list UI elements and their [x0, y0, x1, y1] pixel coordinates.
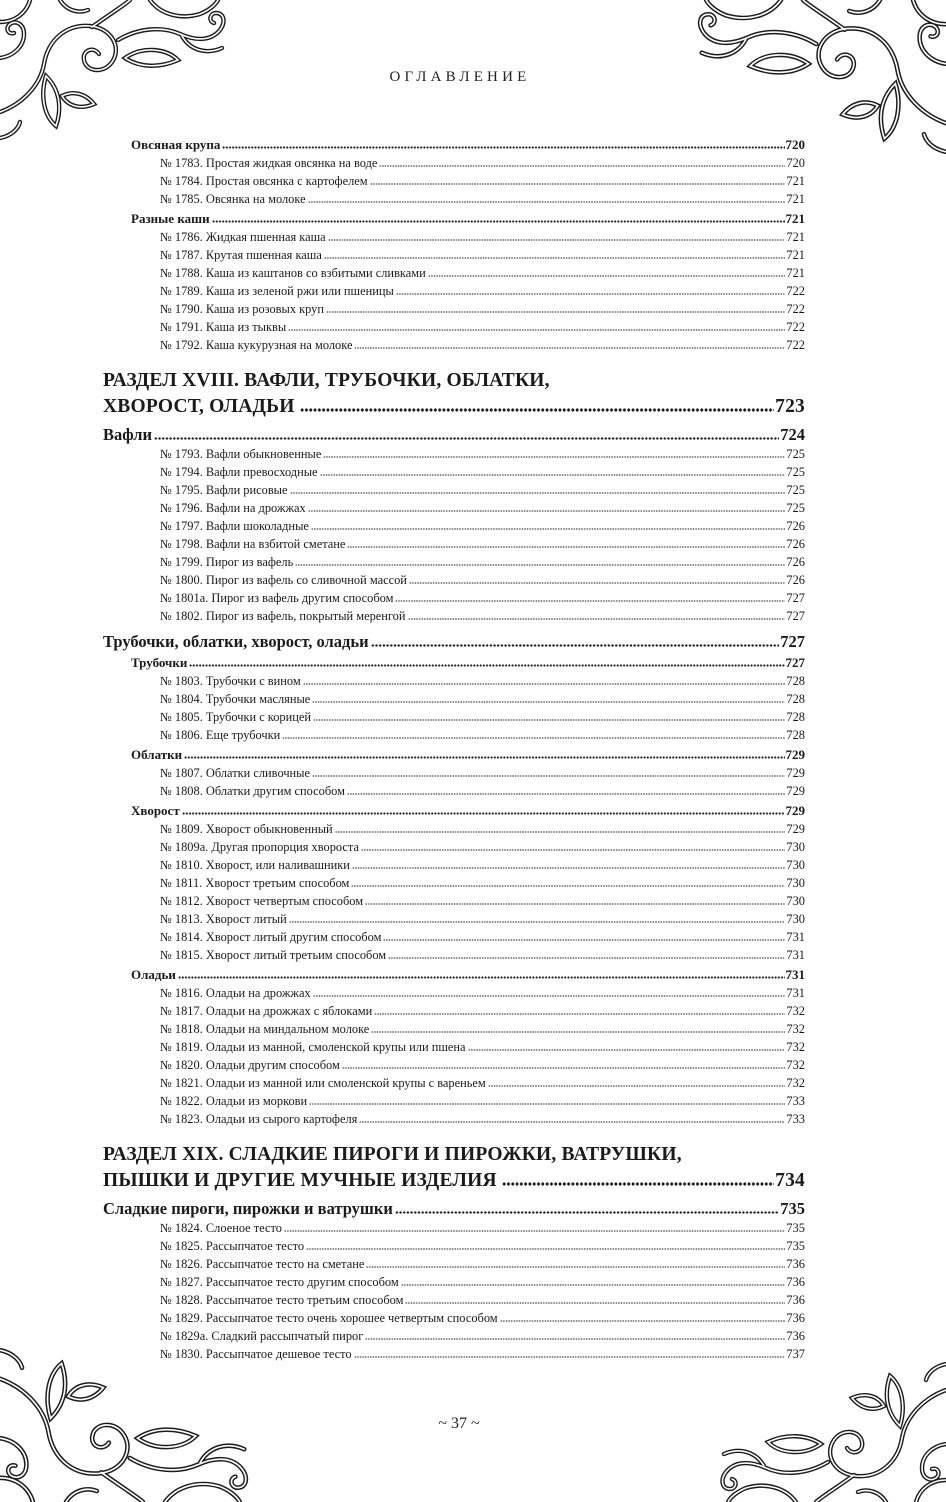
dot-leader: [388, 957, 785, 959]
entry-title: № 1820. Оладьи другим способом: [160, 1058, 340, 1072]
section-page-number: 723: [775, 396, 805, 417]
toc-recipe: [103, 1074, 805, 1092]
section-title-line: [103, 368, 805, 394]
toc-recipe: [103, 499, 805, 517]
section-title-line: [103, 1142, 805, 1168]
entry-title: № 1807. Облатки сливочные: [160, 766, 311, 780]
entry-title: № 1785. Овсянка на молоке: [160, 192, 306, 206]
dot-leader: [312, 775, 785, 777]
dot-leader: [311, 528, 786, 530]
entry-page-number: 728: [786, 674, 805, 688]
dot-leader: [289, 921, 786, 923]
entry-title: № 1792. Каша кукурузная на молоке: [160, 338, 353, 352]
entry-title: № 1805. Трубочки с корицей: [160, 710, 311, 724]
entry-title: № 1804. Трубочки масляные: [160, 692, 311, 706]
dot-leader: [295, 564, 785, 566]
section-title-text: ХВОРОСТ, ОЛАДЬИ: [103, 396, 295, 417]
dot-leader: [347, 546, 785, 548]
entry-page-number: 736: [786, 1257, 805, 1271]
entry-title: № 1828. Рассыпчатое тесто третьим способом: [160, 1293, 404, 1307]
entry-title: № 1819. Оладьи из манной, смоленской крупы или пшена: [160, 1040, 466, 1054]
entry-page-number: 732: [786, 1040, 805, 1054]
toc-recipe: [103, 282, 805, 300]
dot-leader: [300, 408, 775, 412]
toc-group: [103, 210, 805, 228]
entry-page-number: 736: [786, 1329, 805, 1343]
dot-leader: [366, 1266, 785, 1268]
entry-page-number: 725: [786, 447, 805, 461]
entry-title: Сладкие пироги, пирожки и ватрушки: [103, 1199, 393, 1218]
entry-page-number: 732: [786, 1058, 805, 1072]
entry-page-number: 726: [786, 555, 805, 569]
page-number: ~ 37 ~: [438, 1415, 480, 1432]
entry-title: № 1795. Вафли рисовые: [160, 483, 288, 497]
entry-title: № 1787. Крутая пшенная каша: [160, 248, 322, 262]
dot-leader: [396, 293, 786, 295]
toc-recipe: [103, 300, 805, 318]
toc-recipe: [103, 1002, 805, 1020]
dot-leader: [342, 1067, 786, 1069]
toc-recipe: [103, 1038, 805, 1056]
entry-title: № 1822. Оладьи из моркови: [160, 1094, 308, 1108]
entry-title: № 1802. Пирог из вафель, покрытый меренгой: [160, 609, 406, 623]
entry-page-number: 722: [786, 338, 805, 352]
dot-leader: [395, 600, 785, 602]
dot-leader: [409, 582, 785, 584]
toc-recipe: [103, 1110, 805, 1128]
section-title-line: [103, 1168, 805, 1194]
entry-page-number: 735: [780, 1199, 805, 1218]
toc-chapter: [103, 1199, 805, 1219]
toc-recipe: [103, 517, 805, 535]
dot-leader: [374, 1013, 785, 1015]
entry-page-number: 735: [786, 1221, 805, 1235]
toc-recipe: [103, 1219, 805, 1237]
section-title-text: ПЫШКИ И ДРУГИЕ МУЧНЫЕ ИЗДЕЛИЯ: [103, 1170, 497, 1191]
entry-title: № 1790. Каша из розовых круп: [160, 302, 325, 316]
toc-recipe: [103, 246, 805, 264]
entry-title: № 1783. Простая жидкая овсянка на воде: [160, 156, 378, 170]
entry-page-number: 731: [786, 948, 805, 962]
dot-leader: [324, 257, 786, 259]
entry-title: № 1806. Еще трубочки: [160, 728, 281, 742]
entry-page-number: 721: [786, 230, 805, 244]
entry-page-number: 727: [780, 632, 805, 651]
dot-leader: [361, 849, 785, 851]
toc-group: [103, 654, 805, 672]
dot-leader: [401, 1284, 786, 1286]
entry-page-number: 722: [786, 284, 805, 298]
dot-leader: [308, 510, 786, 512]
dot-leader: [320, 474, 786, 476]
toc-recipe: [103, 318, 805, 336]
toc-recipe: [103, 336, 805, 354]
toc-recipe: [103, 708, 805, 726]
dot-leader: [383, 939, 785, 941]
entry-title: № 1826. Рассыпчатое тесто на сметане: [160, 1257, 365, 1271]
dot-leader: [328, 239, 786, 241]
entry-page-number: 729: [786, 822, 805, 836]
entry-page-number: 727: [785, 655, 805, 670]
section-title-text: РАЗДЕЛ XVIII. ВАФЛИ, ТРУБОЧКИ, ОБЛАТКИ,: [103, 370, 550, 391]
dot-leader: [290, 492, 786, 494]
entry-page-number: 725: [786, 465, 805, 479]
dot-leader: [154, 437, 779, 440]
dot-leader: [313, 995, 786, 997]
entry-page-number: 728: [786, 728, 805, 742]
entry-title: Облатки: [131, 747, 183, 762]
toc-group: [103, 802, 805, 820]
entry-page-number: 720: [786, 156, 805, 170]
toc-recipe: [103, 535, 805, 553]
entry-title: № 1812. Хворост четвертым способом: [160, 894, 364, 908]
dot-leader: [352, 867, 785, 869]
entry-page-number: 721: [786, 248, 805, 262]
entry-title: № 1825. Рассыпчатое тесто: [160, 1239, 305, 1253]
dot-leader: [428, 275, 786, 277]
entry-title: Оладьи: [131, 967, 176, 982]
toc-chapter: [103, 425, 805, 445]
dot-leader: [335, 831, 786, 833]
dot-leader: [306, 1248, 785, 1250]
entry-page-number: 730: [786, 840, 805, 854]
entry-title: № 1808. Облатки другим способом: [160, 784, 345, 798]
toc-recipe: [103, 928, 805, 946]
entry-title: Трубочки, облатки, хворост, оладьи: [103, 632, 369, 651]
entry-page-number: 731: [786, 930, 805, 944]
dot-leader: [178, 976, 785, 979]
entry-title: Трубочки: [131, 655, 188, 670]
entry-page-number: 725: [786, 501, 805, 515]
toc-recipe: [103, 172, 805, 190]
toc-recipe: [103, 1291, 805, 1309]
toc-group: [103, 136, 805, 154]
entry-title: № 1801а. Пирог из вафель другим способом: [160, 591, 394, 605]
entry-title: № 1809а. Другая пропорция хвороста: [160, 840, 359, 854]
toc-recipe: [103, 690, 805, 708]
toc-recipe: [103, 782, 805, 800]
entry-title: Вафли: [103, 425, 153, 444]
entry-title: № 1796. Вафли на дрожжах: [160, 501, 306, 515]
entry-page-number: 731: [785, 967, 805, 982]
dot-leader: [282, 737, 785, 739]
entry-page-number: 733: [786, 1094, 805, 1108]
toc-recipe: [103, 1345, 805, 1363]
dot-leader: [347, 793, 785, 795]
entry-page-number: 721: [786, 174, 805, 188]
entry-title: № 1811. Хворост третьим способом: [160, 876, 350, 890]
entry-title: № 1829а. Сладкий рассыпчатый пирог: [160, 1329, 364, 1343]
entry-title: № 1794. Вафли превосходные: [160, 465, 318, 479]
section-page-number: 734: [775, 1170, 805, 1191]
entry-page-number: 729: [786, 766, 805, 780]
toc-recipe: [103, 1056, 805, 1074]
entry-title: № 1793. Вафли обыкновенные: [160, 447, 322, 461]
entry-title: № 1798. Вафли на взбитой сметане: [160, 537, 346, 551]
entry-title: № 1786. Жидкая пшенная каша: [160, 230, 326, 244]
dot-leader: [408, 618, 786, 620]
dot-leader: [371, 644, 780, 647]
entry-page-number: 728: [786, 710, 805, 724]
entry-title: № 1815. Хворост литый третьим способом: [160, 948, 387, 962]
entry-page-number: 732: [786, 1004, 805, 1018]
entry-page-number: 730: [786, 858, 805, 872]
dot-leader: [365, 903, 785, 905]
dot-leader: [405, 1302, 785, 1304]
entry-page-number: 733: [786, 1112, 805, 1126]
table-of-contents: [103, 136, 805, 1363]
toc-recipe: [103, 154, 805, 172]
entry-page-number: 736: [786, 1311, 805, 1325]
entry-title: № 1784. Простая овсянка с картофелем: [160, 174, 368, 188]
entry-title: № 1827. Рассыпчатое тесто другим способом: [160, 1275, 399, 1289]
entry-title: № 1799. Пирог из вафель: [160, 555, 294, 569]
dot-leader: [308, 201, 786, 203]
section-title-text: РАЗДЕЛ XIX. СЛАДКИЕ ПИРОГИ И ПИРОЖКИ, ВАТРУШКИ,: [103, 1144, 682, 1165]
entry-title: № 1830. Рассыпчатое дешевое тесто: [160, 1347, 352, 1361]
entry-page-number: 727: [786, 591, 805, 605]
toc-recipe: [103, 892, 805, 910]
entry-page-number: 730: [786, 894, 805, 908]
entry-page-number: 726: [786, 537, 805, 551]
dot-leader: [365, 1338, 785, 1340]
section-title-line: [103, 394, 805, 420]
toc-recipe: [103, 838, 805, 856]
toc-group: [103, 966, 805, 984]
running-header: ОГЛАВЛЕНИЕ: [389, 69, 531, 85]
entry-title: № 1788. Каша из каштанов со взбитыми сливками: [160, 266, 426, 280]
entry-page-number: 720: [785, 137, 805, 152]
entry-page-number: 721: [786, 192, 805, 206]
entry-page-number: 726: [786, 519, 805, 533]
dot-leader: [468, 1049, 786, 1051]
entry-page-number: 721: [786, 266, 805, 280]
dot-leader: [370, 183, 786, 185]
dot-leader: [488, 1085, 786, 1087]
entry-title: Хворост: [131, 803, 180, 818]
toc-recipe: [103, 190, 805, 208]
entry-title: № 1824. Слоеное тесто: [160, 1221, 282, 1235]
dot-leader: [312, 701, 785, 703]
toc-recipe: [103, 463, 805, 481]
entry-page-number: 722: [786, 302, 805, 316]
dot-leader: [189, 664, 784, 667]
entry-page-number: 725: [786, 483, 805, 497]
dot-leader: [212, 220, 785, 223]
entry-page-number: 722: [786, 320, 805, 334]
toc-group: [103, 746, 805, 764]
dot-leader: [184, 756, 784, 759]
dot-leader: [354, 1356, 786, 1358]
dot-leader: [395, 1211, 779, 1214]
toc-recipe: [103, 672, 805, 690]
entry-title: № 1818. Оладьи на миндальном молоке: [160, 1022, 370, 1036]
dot-leader: [502, 1182, 774, 1186]
entry-title: № 1809. Хворост обыкновенный: [160, 822, 333, 836]
dot-leader: [326, 311, 785, 313]
entry-title: Разные каши: [131, 211, 210, 226]
toc-recipe: [103, 1309, 805, 1327]
entry-title: № 1803. Трубочки с вином: [160, 674, 301, 688]
dot-leader: [284, 1230, 785, 1232]
entry-page-number: 729: [786, 784, 805, 798]
entry-title: № 1813. Хворост литый: [160, 912, 287, 926]
toc-recipe: [103, 589, 805, 607]
dot-leader: [182, 812, 785, 815]
toc-recipe: [103, 553, 805, 571]
toc-recipe: [103, 1255, 805, 1273]
entry-title: № 1810. Хворост, или наливашники: [160, 858, 350, 872]
entry-title: № 1821. Оладьи из манной или смоленской крупы с вареньем: [160, 1076, 486, 1090]
entry-page-number: 721: [785, 211, 805, 226]
dot-leader: [288, 329, 785, 331]
entry-page-number: 728: [786, 692, 805, 706]
entry-title: № 1829. Рассыпчатое тесто очень хорошее четвертым способом: [160, 1311, 498, 1325]
toc-recipe: [103, 984, 805, 1002]
entry-page-number: 730: [786, 876, 805, 890]
dot-leader: [323, 456, 785, 458]
entry-title: № 1817. Оладьи на дрожжах с яблоками: [160, 1004, 373, 1018]
toc-recipe: [103, 228, 805, 246]
toc-recipe: [103, 481, 805, 499]
toc-recipe: [103, 764, 805, 782]
toc-recipe: [103, 1020, 805, 1038]
dot-leader: [371, 1031, 785, 1033]
dot-leader: [354, 347, 785, 349]
toc-recipe: [103, 910, 805, 928]
toc-chapter: [103, 632, 805, 652]
toc-recipe: [103, 820, 805, 838]
entry-page-number: 729: [785, 803, 805, 818]
dot-leader: [309, 1103, 785, 1105]
toc-recipe: [103, 445, 805, 463]
entry-page-number: 732: [786, 1022, 805, 1036]
toc-recipe: [103, 1327, 805, 1345]
entry-title: № 1800. Пирог из вафель со сливочной массой: [160, 573, 407, 587]
toc-recipe: [103, 856, 805, 874]
toc-recipe: [103, 946, 805, 964]
toc-recipe: [103, 874, 805, 892]
toc-recipe: [103, 1273, 805, 1291]
dot-leader: [313, 719, 785, 721]
toc-recipe: [103, 726, 805, 744]
toc-recipe: [103, 1237, 805, 1255]
dot-leader: [379, 165, 785, 167]
entry-page-number: 731: [786, 986, 805, 1000]
entry-page-number: 736: [786, 1275, 805, 1289]
entry-title: № 1823. Оладьи из сырого картофеля: [160, 1112, 358, 1126]
entry-page-number: 726: [786, 573, 805, 587]
dot-leader: [500, 1320, 786, 1322]
entry-page-number: 736: [786, 1293, 805, 1307]
dot-leader: [359, 1121, 785, 1123]
entry-page-number: 724: [780, 425, 805, 444]
entry-title: № 1797. Вафли шоколадные: [160, 519, 309, 533]
entry-page-number: 730: [786, 912, 805, 926]
entry-page-number: 735: [786, 1239, 805, 1253]
toc-recipe: [103, 571, 805, 589]
toc-recipe: [103, 607, 805, 625]
dot-leader: [222, 146, 784, 149]
entry-page-number: 729: [785, 747, 805, 762]
entry-page-number: 732: [786, 1076, 805, 1090]
entry-page-number: 737: [786, 1347, 805, 1361]
dot-leader: [351, 885, 785, 887]
entry-title: № 1814. Хворост литый другим способом: [160, 930, 382, 944]
entry-title: № 1791. Каша из тыквы: [160, 320, 287, 334]
toc-recipe: [103, 264, 805, 282]
entry-title: № 1816. Оладьи на дрожжах: [160, 986, 311, 1000]
toc-recipe: [103, 1092, 805, 1110]
entry-page-number: 727: [786, 609, 805, 623]
entry-title: № 1789. Каша из зеленой ржи или пшеницы: [160, 284, 394, 298]
entry-title: Овсяная крупа: [131, 137, 221, 152]
dot-leader: [303, 683, 786, 685]
